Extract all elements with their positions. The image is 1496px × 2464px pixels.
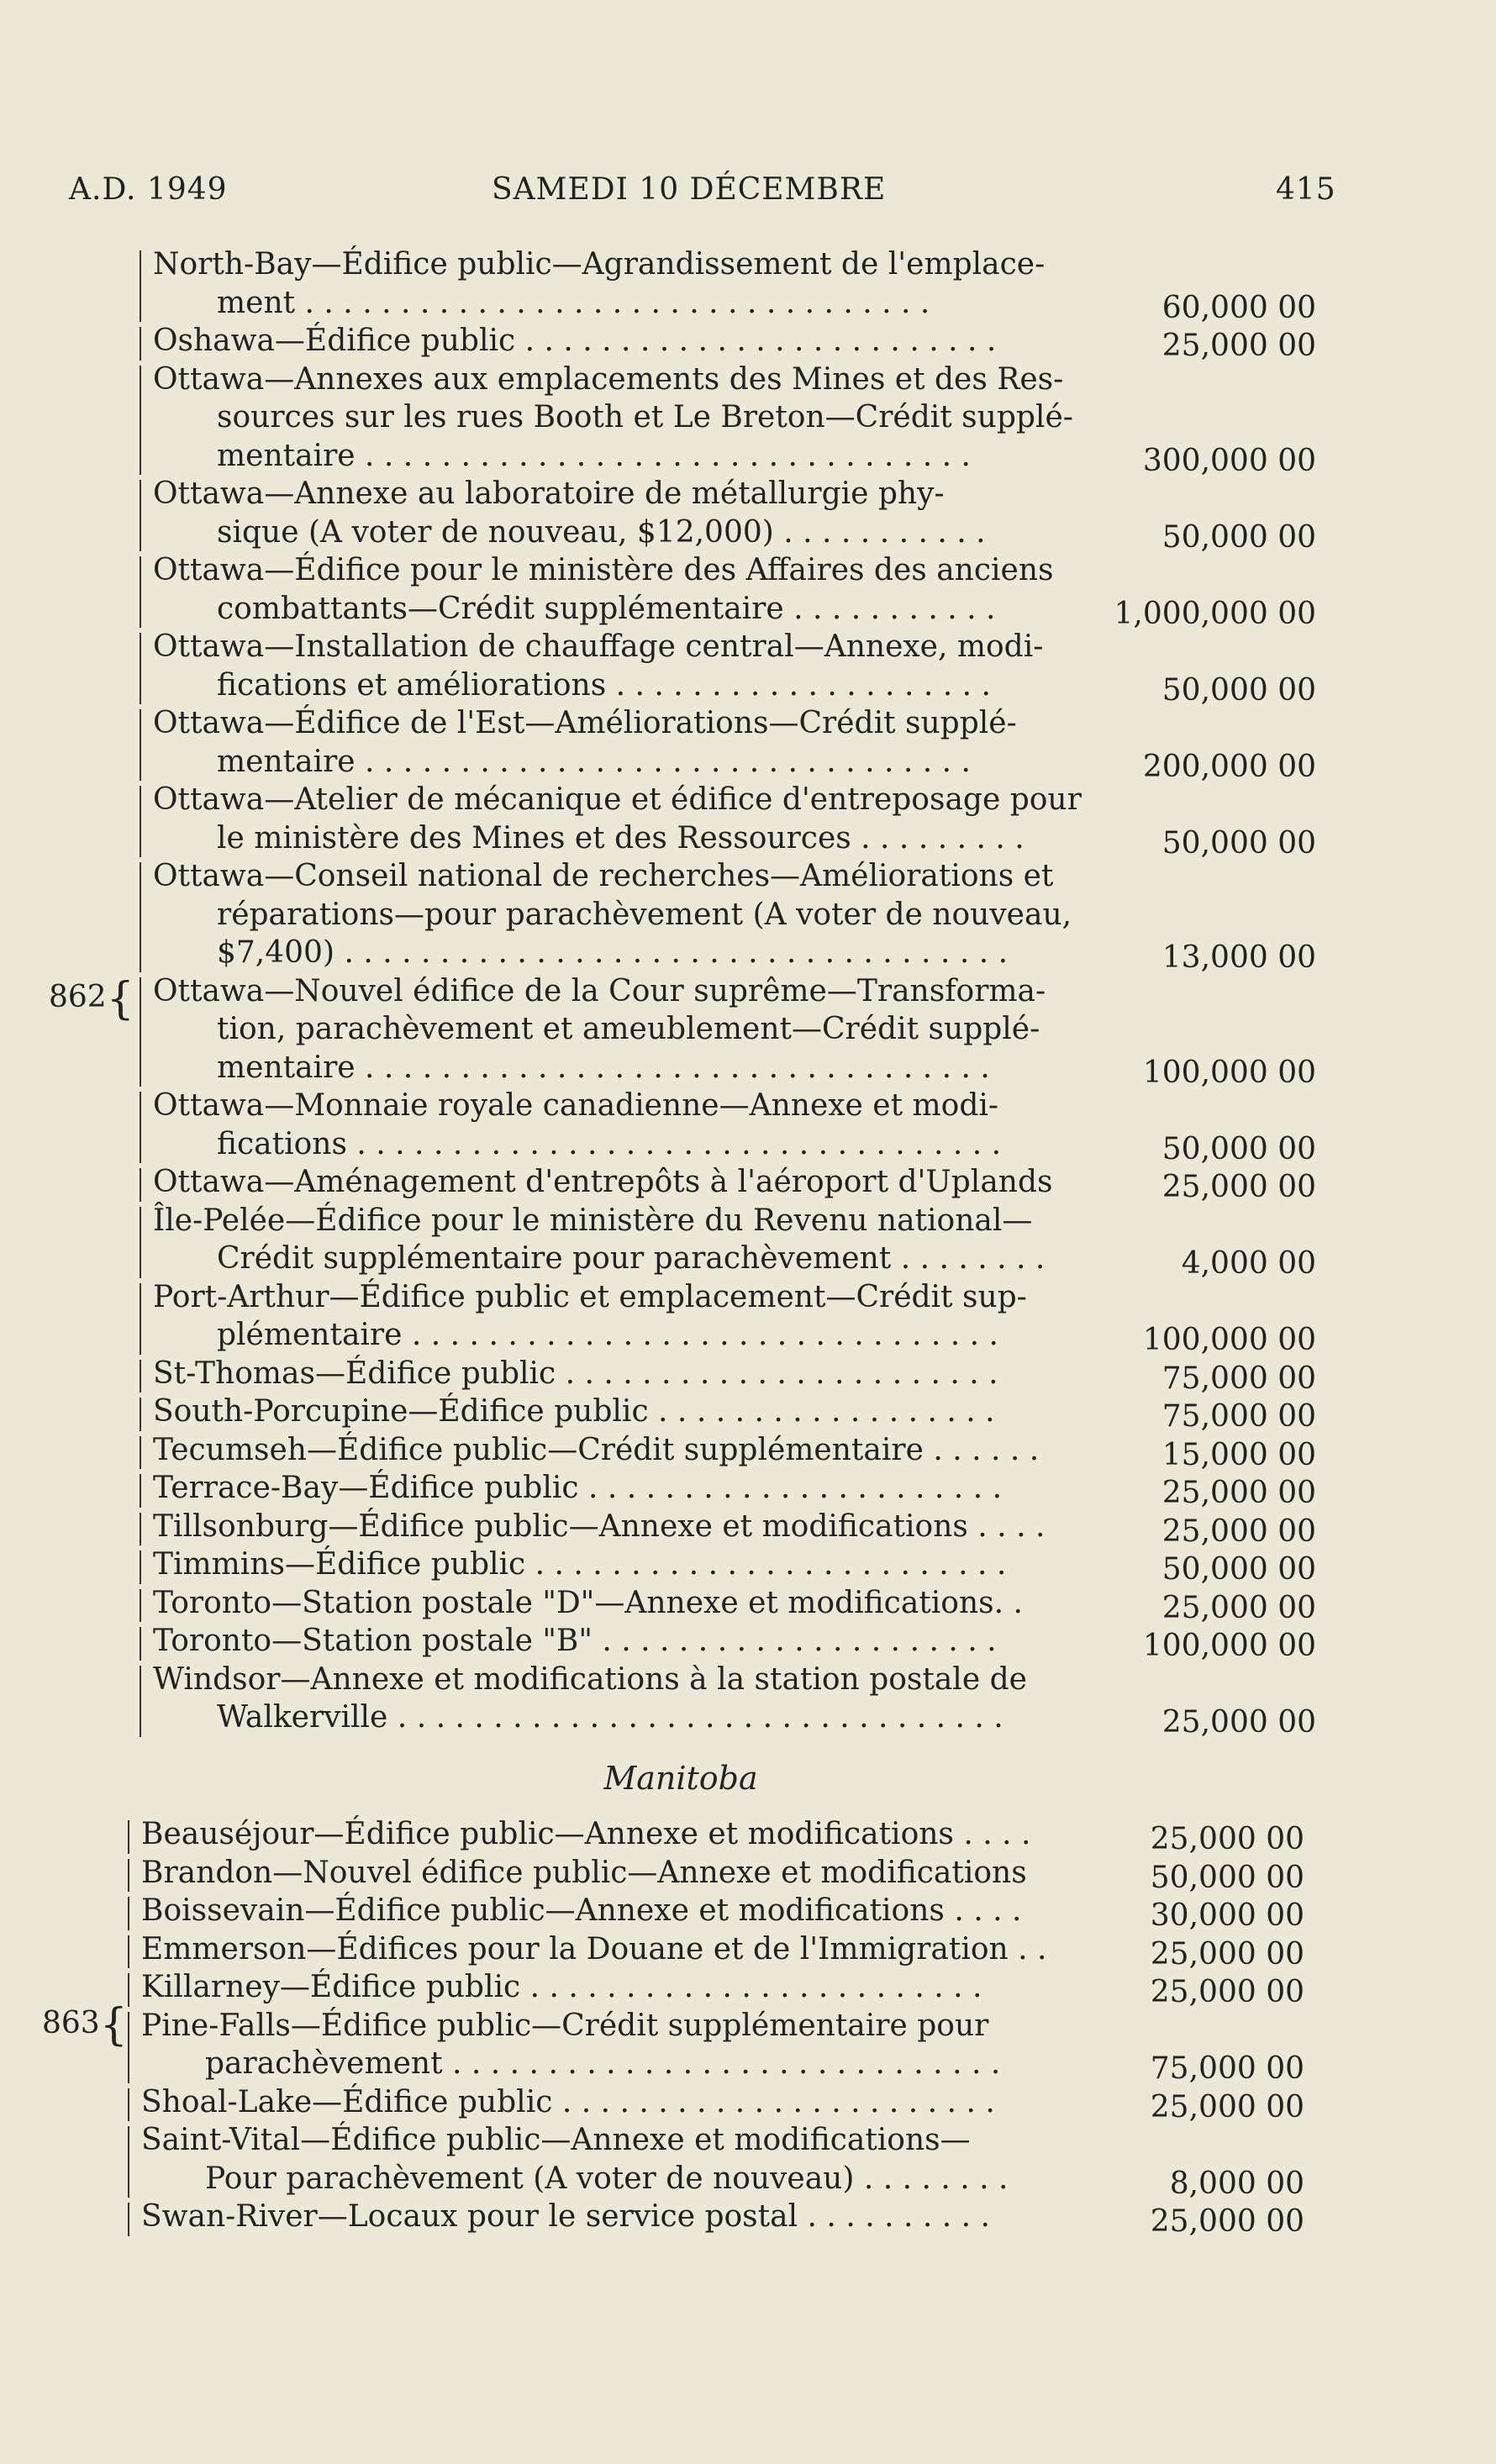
- entry-amount: 4,000 00: [1181, 1246, 1316, 1281]
- entry-description: [141, 2083, 1209, 2122]
- entry-description: [153, 322, 1220, 361]
- entry-line: Swan-River—Locaux pour le service postal . . . . . . . . . .: [141, 2199, 990, 2234]
- budget-entry: [128, 2083, 1304, 2122]
- entry-description: [141, 2198, 1209, 2236]
- entry-line: Ottawa—Annexes aux emplacements des Mines et des Res-: [153, 361, 1064, 397]
- entry-description: [153, 1584, 1220, 1623]
- entry-description: [153, 972, 1220, 1087]
- entry-amount: 8,000 00: [1169, 2166, 1304, 2201]
- entry-margin-rule: [128, 1859, 129, 1893]
- entry-line: Ottawa—Conseil national de recherches—Améliorations et: [153, 859, 1054, 893]
- entry-margin-rule: [128, 2126, 129, 2198]
- entry-line: South-Porcupine—Édifice public . . . . . . . . . . . . . . . . . .: [153, 1394, 995, 1429]
- entry-line: réparations—pour parachèvement (A voter de nouveau,: [217, 897, 1072, 932]
- entry-line: Ottawa—Annexe au laboratoire de métallurgie phy-: [153, 476, 945, 511]
- entry-amount: 75,000 00: [1150, 2051, 1304, 2086]
- entry-amount: 25,000 00: [1162, 1170, 1316, 1204]
- budget-entry: [128, 2121, 1304, 2201]
- entry-line: Brandon—Nouvel édifice public—Annexe et modifications: [141, 1855, 1027, 1890]
- entry-line: Crédit supplémentaire pour parachèvement . . . . . . . .: [217, 1241, 1046, 1276]
- entry-line: Ottawa—Monnaie royale canadienne—Annexe et modi-: [153, 1088, 999, 1123]
- entry-description: [141, 1815, 1209, 1854]
- budget-entry: [140, 1278, 1316, 1355]
- entry-description: [153, 1163, 1220, 1202]
- entry-line: North-Bay—Édifice public—Agrandissement de l'emplace-: [153, 247, 1046, 282]
- entry-line: ment . . . . . . . . . . . . . . . . . . . . . . . . . . . . . . . . .: [217, 285, 930, 320]
- budget-entry: [140, 628, 1316, 708]
- entry-line: Boissevain—Édifice public—Annexe et modifications . . . .: [141, 1893, 1022, 1928]
- entry-line: Pour parachèvement (A voter de nouveau) . . . . . . . .: [205, 2161, 1009, 2196]
- entry-margin-rule: [140, 366, 141, 476]
- entry-margin-rule: [140, 1551, 141, 1584]
- entry-line: Emmerson—Édifices pour la Douane et de l'Immigration . .: [141, 1931, 1047, 1966]
- entry-amount: 50,000 00: [1162, 1552, 1316, 1587]
- entry-margin-rule: [140, 1360, 141, 1393]
- entry-description: [153, 1087, 1220, 1163]
- entry-margin-rule: [128, 2203, 129, 2236]
- entry-description: [153, 361, 1220, 476]
- budget-entry: [140, 1469, 1316, 1508]
- entry-amount: 100,000 00: [1142, 1055, 1316, 1090]
- budget-entry: [128, 1815, 1304, 1854]
- vote-number-label: 862: [49, 980, 107, 1014]
- entry-description: [141, 2121, 1209, 2198]
- budget-entry: [140, 322, 1316, 361]
- entry-amount: 30,000 00: [1150, 1898, 1304, 1933]
- entry-amount: 13,000 00: [1162, 940, 1316, 975]
- entry-line: Terrace-Bay—Édifice public . . . . . . . . . . . . . . . . . . . . . .: [153, 1471, 1003, 1505]
- entry-amount: 50,000 00: [1162, 825, 1316, 861]
- entry-description: [153, 781, 1220, 857]
- entry-line: Île-Pelée—Édifice pour le ministère du Revenu national—: [153, 1203, 1033, 1238]
- entry-margin-rule: [140, 709, 141, 781]
- entry-amount: 25,000 00: [1162, 1514, 1316, 1549]
- entry-line: Timmins—Édifice public . . . . . . . . . . . . . . . . . . . . . . . . .: [153, 1547, 1007, 1582]
- budget-entry: [128, 1854, 1304, 1893]
- entry-line: combattants—Crédit supplémentaire . . . . . . . . . . .: [217, 591, 996, 626]
- entry-margin-rule: [128, 2012, 129, 2083]
- entry-margin-rule: [140, 786, 141, 857]
- entry-margin-rule: [140, 1398, 141, 1431]
- entry-amount: 50,000 00: [1162, 672, 1316, 708]
- entry-line: mentaire . . . . . . . . . . . . . . . . . . . . . . . . . . . . . . . .: [217, 438, 971, 473]
- entry-amount: 25,000 00: [1150, 1936, 1304, 1972]
- entry-amount: 75,000 00: [1162, 1361, 1316, 1396]
- entry-line: $7,400) . . . . . . . . . . . . . . . . . . . . . . . . . . . . . . . . . . .: [217, 935, 1009, 970]
- entry-line: fications et améliorations . . . . . . . . . . . . . . . . . . . .: [217, 667, 991, 703]
- entry-line: tion, parachèvement et ameublement—Crédit supplé-: [217, 1012, 1040, 1046]
- entry-line: Oshawa—Édifice public . . . . . . . . . . . . . . . . . . . . . . . . .: [153, 324, 997, 358]
- entry-amount: 75,000 00: [1162, 1399, 1316, 1434]
- entry-line: Toronto—Station postale "B" . . . . . . . . . . . . . . . . . . . . .: [153, 1624, 997, 1658]
- entry-description: [153, 245, 1220, 322]
- entry-description: [141, 1968, 1209, 2007]
- entry-margin-rule: [140, 977, 141, 1087]
- entry-line: Windsor—Annexe et modifications à la station postale de: [153, 1661, 1027, 1697]
- budget-entry: [140, 1202, 1316, 1281]
- entry-description: [153, 1661, 1220, 1737]
- budget-entry: [128, 1892, 1304, 1933]
- entry-amount: 50,000 00: [1150, 1860, 1304, 1895]
- brace-icon: {: [99, 2000, 128, 2051]
- entry-line: le ministère des Mines et des Ressources . . . . . . . . .: [217, 820, 1025, 856]
- entry-line: Ottawa—Installation de chauffage central—Annexe, modi-: [153, 629, 1044, 664]
- entry-description: [153, 1545, 1220, 1584]
- entry-line: mentaire . . . . . . . . . . . . . . . . . . . . . . . . . . . . . . . .: [217, 744, 971, 779]
- entry-margin-rule: [128, 2088, 129, 2122]
- entry-margin-rule: [128, 1935, 129, 1969]
- budget-entry: [140, 972, 1316, 1090]
- entry-description: [153, 857, 1220, 972]
- budget-entry: [128, 1930, 1304, 1972]
- entry-line: Pine-Falls—Édifice public—Crédit supplémentaire pour: [141, 2008, 989, 2043]
- entry-amount: 15,000 00: [1162, 1437, 1316, 1472]
- entry-margin-rule: [140, 1436, 141, 1470]
- entry-description: [153, 1278, 1220, 1355]
- entry-line: plémentaire . . . . . . . . . . . . . . . . . . . . . . . . . . . . . . .: [217, 1318, 998, 1352]
- entry-amount: 25,000 00: [1150, 1975, 1304, 2009]
- budget-entry: [140, 857, 1316, 975]
- entry-description: [153, 1508, 1220, 1546]
- entry-amount: 25,000 00: [1150, 2089, 1304, 2124]
- entry-line: Toronto—Station postale "D"—Annexe et modifications. .: [153, 1585, 1023, 1620]
- entry-line: sources sur les rues Booth et Le Breton—Crédit supplé-: [217, 400, 1073, 434]
- entry-line: parachèvement . . . . . . . . . . . . . . . . . . . . . . . . . . . . .: [205, 2046, 1001, 2081]
- entry-margin-rule: [140, 633, 141, 704]
- entry-line: Shoal-Lake—Édifice public . . . . . . . . . . . . . . . . . . . . . . .: [141, 2084, 995, 2119]
- budget-entry: [128, 1968, 1304, 2007]
- section-heading-text: Manitoba: [603, 1760, 758, 1797]
- budget-entry: [140, 1163, 1316, 1202]
- entry-description: [153, 551, 1220, 628]
- entry-margin-rule: [128, 1973, 129, 2007]
- entry-amount: 25,000 00: [1162, 1590, 1316, 1625]
- entry-margin-rule: [140, 1513, 141, 1546]
- budget-entry: [140, 1431, 1316, 1470]
- budget-entry: [140, 1622, 1316, 1661]
- entry-description: [153, 628, 1220, 704]
- entry-line: fications . . . . . . . . . . . . . . . . . . . . . . . . . . . . . . . . . .: [217, 1126, 1002, 1161]
- entry-amount: 25,000 00: [1162, 1705, 1316, 1740]
- entry-amount: 100,000 00: [1142, 1629, 1316, 1663]
- entry-line: Tecumseh—Édifice public—Crédit supplémentaire . . . . . .: [153, 1432, 1040, 1467]
- header-date: SAMEDI 10 DÉCEMBRE: [492, 172, 887, 207]
- entry-description: [141, 2007, 1209, 2083]
- entry-line: Ottawa—Aménagement d'entrepôts à l'aéroport d'Uplands: [153, 1165, 1053, 1199]
- budget-entry: [140, 1545, 1316, 1587]
- entry-margin-rule: [140, 1168, 141, 1202]
- entry-description: [153, 1393, 1220, 1431]
- entry-amount: 25,000 00: [1150, 1822, 1304, 1856]
- vote-number-label: 863: [42, 2006, 100, 2040]
- entry-amount: 25,000 00: [1162, 329, 1316, 363]
- entry-margin-rule: [140, 862, 141, 972]
- entry-description: [153, 1622, 1220, 1661]
- entry-description: [141, 1892, 1209, 1930]
- budget-entry: [140, 704, 1316, 784]
- entry-margin-rule: [140, 556, 141, 628]
- budget-entry: [140, 1355, 1316, 1396]
- entry-amount: 60,000 00: [1162, 290, 1316, 325]
- budget-entry: [140, 551, 1316, 631]
- entry-line: mentaire . . . . . . . . . . . . . . . . . . . . . . . . . . . . . . . . .: [217, 1050, 990, 1085]
- entry-margin-rule: [140, 1207, 141, 1278]
- section-heading-manitoba: [0, 1760, 1496, 1797]
- header-year: A.D. 1949: [69, 172, 228, 207]
- budget-entry: [128, 2007, 1304, 2086]
- entry-amount: 25,000 00: [1162, 1476, 1316, 1510]
- entry-amount: 25,000 00: [1150, 2204, 1304, 2239]
- budget-entry: [140, 475, 1316, 555]
- budget-entry: [140, 1087, 1316, 1166]
- entry-description: [153, 1355, 1220, 1393]
- entry-margin-rule: [140, 1589, 141, 1623]
- budget-entry: [140, 1393, 1316, 1434]
- entry-line: Ottawa—Édifice pour le ministère des Affaires des anciens: [153, 553, 1054, 587]
- entry-line: Saint-Vital—Édifice public—Annexe et modifications—: [141, 2123, 971, 2157]
- entry-amount: 50,000 00: [1162, 519, 1316, 555]
- entry-margin-rule: [140, 480, 141, 551]
- entry-line: Ottawa—Nouvel édifice de la Cour suprême—Transforma-: [153, 973, 1046, 1008]
- entry-description: [153, 475, 1220, 551]
- entry-description: [153, 704, 1220, 781]
- budget-entry: [140, 1508, 1316, 1549]
- budget-entry: [140, 1584, 1316, 1623]
- entry-amount: 100,000 00: [1142, 1323, 1316, 1357]
- entry-margin-rule: [140, 327, 141, 361]
- entry-description: [153, 1431, 1220, 1470]
- entry-amount: 200,000 00: [1142, 749, 1316, 784]
- entry-margin-rule: [140, 1283, 141, 1355]
- budget-entry: [140, 361, 1316, 476]
- entry-amount: 1,000,000 00: [1114, 596, 1316, 631]
- entry-line: St-Thomas—Édifice public . . . . . . . . . . . . . . . . . . . . . . .: [153, 1356, 998, 1391]
- entry-line: Killarney—Édifice public . . . . . . . . . . . . . . . . . . . . . . . .: [141, 1970, 982, 2004]
- entry-line: Beauséjour—Édifice public—Annexe et modifications . . . .: [141, 1817, 1031, 1851]
- brace-icon: {: [106, 974, 134, 1024]
- vote-number-862: [49, 974, 134, 1024]
- entry-amount: 50,000 00: [1162, 1131, 1316, 1166]
- entry-margin-rule: [140, 1666, 141, 1737]
- entry-margin-rule: [140, 250, 141, 322]
- vote-number-863: [42, 2000, 128, 2051]
- entry-margin-rule: [140, 1474, 141, 1508]
- budget-entry: [128, 2198, 1304, 2239]
- entry-margin-rule: [140, 1092, 141, 1163]
- entry-margin-rule: [128, 1820, 129, 1854]
- entry-description: [153, 1202, 1220, 1278]
- budget-entry: [140, 1661, 1316, 1740]
- page-number: 415: [1276, 172, 1336, 207]
- budget-entry: [140, 245, 1316, 325]
- entry-description: [141, 1930, 1209, 1969]
- budget-entry: [140, 781, 1316, 861]
- entry-description: [153, 1469, 1220, 1508]
- entry-amount: 300,000 00: [1142, 443, 1316, 478]
- entry-line: Ottawa—Atelier de mécanique et édifice d'entreposage pour: [153, 782, 1082, 817]
- entry-line: Port-Arthur—Édifice public et emplacement—Crédit sup-: [153, 1279, 1027, 1314]
- entry-margin-rule: [128, 1897, 129, 1930]
- entry-description: [141, 1854, 1209, 1893]
- entry-line: sique (A voter de nouveau, $12,000) . . . . . . . . . . .: [217, 514, 986, 550]
- entry-line: Ottawa—Édifice de l'Est—Améliorations—Crédit supplé-: [153, 706, 1017, 740]
- entry-margin-rule: [140, 1627, 141, 1661]
- entry-line: Tillsonburg—Édifice public—Annexe et modifications . . . .: [153, 1508, 1046, 1544]
- entry-line: Walkerville . . . . . . . . . . . . . . . . . . . . . . . . . . . . . . . .: [217, 1700, 1003, 1735]
